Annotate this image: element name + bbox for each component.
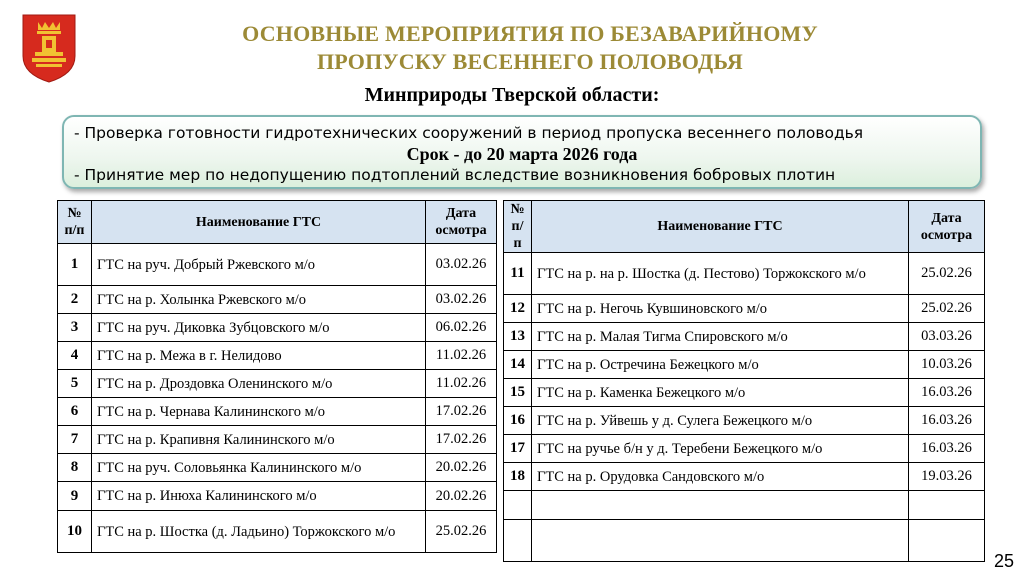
table-row bbox=[58, 398, 497, 426]
row-number: 18 bbox=[504, 463, 532, 491]
table-row bbox=[58, 244, 497, 286]
row-number: 5 bbox=[58, 370, 92, 398]
row-number bbox=[504, 491, 532, 520]
row-name: ГТС на р. Негочь Кувшиновского м/о bbox=[531, 295, 908, 323]
row-name: ГТС на р. Уйвешь у д. Сулега Бежецкого м/о bbox=[531, 407, 908, 435]
row-name: ГТС на р. Инюха Калининского м/о bbox=[91, 482, 425, 511]
row-date: 10.03.26 bbox=[909, 351, 985, 379]
row-number bbox=[504, 520, 532, 562]
header-name: Наименование ГТС bbox=[531, 201, 908, 253]
deadline-text: Срок - до 20 марта 2026 года bbox=[406, 144, 638, 164]
row-number: 1 bbox=[58, 244, 92, 286]
page-number: 25 bbox=[993, 551, 1014, 571]
table-row bbox=[504, 351, 985, 379]
row-number: 7 bbox=[58, 426, 92, 454]
row-date: 17.02.26 bbox=[426, 426, 497, 454]
title-line-1: ОСНОВНЫЕ МЕРОПРИЯТИЯ ПО БЕЗАВАРИЙНОМУ bbox=[242, 21, 818, 46]
header-date: Дата осмотра bbox=[426, 201, 497, 244]
info-line-2: - Принятие мер по недопущению подтоплений вследствие возникновения бобровых плотин bbox=[74, 166, 836, 184]
table-row bbox=[58, 426, 497, 454]
row-date bbox=[909, 520, 985, 562]
row-date: 20.02.26 bbox=[426, 482, 497, 511]
row-number: 10 bbox=[58, 511, 92, 553]
table-row bbox=[504, 520, 985, 562]
row-name: ГТС на руч. Диковка Зубцовского м/о bbox=[91, 314, 425, 342]
row-name: ГТС на руч. Соловьянка Калининского м/о bbox=[91, 454, 425, 482]
row-date: 11.02.26 bbox=[426, 342, 497, 370]
row-date: 19.03.26 bbox=[909, 463, 985, 491]
row-name: ГТС на р. Каменка Бежецкого м/о bbox=[531, 379, 908, 407]
row-name: ГТС на р. Холынка Ржевского м/о bbox=[91, 286, 425, 314]
row-date: 06.02.26 bbox=[426, 314, 497, 342]
row-date: 03.02.26 bbox=[426, 244, 497, 286]
table-row bbox=[58, 511, 497, 553]
title-line-2: ПРОПУСКУ ВЕСЕННЕГО ПОЛОВОДЬЯ bbox=[316, 49, 744, 74]
row-number: 12 bbox=[504, 295, 532, 323]
row-date: 20.02.26 bbox=[426, 454, 497, 482]
coat-of-arms-logo bbox=[20, 12, 78, 84]
row-number: 8 bbox=[58, 454, 92, 482]
table-row bbox=[504, 491, 985, 520]
row-date: 25.02.26 bbox=[426, 511, 497, 553]
table-row bbox=[504, 253, 985, 295]
row-number: 13 bbox=[504, 323, 532, 351]
row-number: 3 bbox=[58, 314, 92, 342]
table-row bbox=[504, 323, 985, 351]
row-date: 16.03.26 bbox=[909, 435, 985, 463]
header-date: Дата осмотра bbox=[909, 201, 985, 253]
table-row bbox=[504, 407, 985, 435]
table-header-row bbox=[504, 201, 985, 253]
row-name: ГТС на р. Шостка (д. Ладьино) Торжокского м/о bbox=[91, 511, 425, 553]
row-name bbox=[531, 520, 908, 562]
row-date: 25.02.26 bbox=[909, 253, 985, 295]
row-date: 16.03.26 bbox=[909, 407, 985, 435]
row-date: 25.02.26 bbox=[909, 295, 985, 323]
table-row bbox=[58, 454, 497, 482]
table-row bbox=[58, 314, 497, 342]
info-box bbox=[62, 115, 982, 189]
row-date: 11.02.26 bbox=[426, 370, 497, 398]
row-date: 17.02.26 bbox=[426, 398, 497, 426]
row-name: ГТС на р. Чернава Калининского м/о bbox=[91, 398, 425, 426]
row-name: ГТС на р. Крапивня Калининского м/о bbox=[91, 426, 425, 454]
table-header-row bbox=[58, 201, 497, 244]
row-name: ГТС на ручье б/н у д. Теребени Бежецкого м/о bbox=[531, 435, 908, 463]
gts-table-right bbox=[503, 200, 985, 562]
row-name: ГТС на р. Дроздовка Оленинского м/о bbox=[91, 370, 425, 398]
header-num: № п/п bbox=[58, 201, 92, 244]
row-number: 16 bbox=[504, 407, 532, 435]
header-name: Наименование ГТС bbox=[91, 201, 425, 244]
row-number: 2 bbox=[58, 286, 92, 314]
row-number: 17 bbox=[504, 435, 532, 463]
table-row bbox=[58, 342, 497, 370]
row-number: 14 bbox=[504, 351, 532, 379]
row-name: ГТС на р. Межа в г. Нелидово bbox=[91, 342, 425, 370]
table-row bbox=[504, 379, 985, 407]
row-name: ГТС на р. Орудовка Сандовского м/о bbox=[531, 463, 908, 491]
table-row bbox=[58, 286, 497, 314]
row-number: 11 bbox=[504, 253, 532, 295]
page-subtitle: Минприроды Тверской области: bbox=[364, 84, 660, 106]
row-date: 16.03.26 bbox=[909, 379, 985, 407]
table-row bbox=[504, 295, 985, 323]
table-row bbox=[58, 370, 497, 398]
table-row bbox=[504, 435, 985, 463]
header-num: № п/п bbox=[504, 201, 532, 253]
row-name bbox=[531, 491, 908, 520]
page-title bbox=[180, 20, 880, 76]
row-number: 6 bbox=[58, 398, 92, 426]
table-row bbox=[504, 463, 985, 491]
row-date bbox=[909, 491, 985, 520]
info-line-1: - Проверка готовности гидротехнических сооружений в период пропуска весеннего половодья bbox=[74, 124, 864, 142]
row-date: 03.02.26 bbox=[426, 286, 497, 314]
row-name: ГТС на р. Малая Тигма Спировского м/о bbox=[531, 323, 908, 351]
row-number: 4 bbox=[58, 342, 92, 370]
row-number: 9 bbox=[58, 482, 92, 511]
row-name: ГТС на р. на р. Шостка (д. Пестово) Торжокского м/о bbox=[531, 253, 908, 295]
row-name: ГТС на руч. Добрый Ржевского м/о bbox=[91, 244, 425, 286]
table-row bbox=[58, 482, 497, 511]
row-name: ГТС на р. Остречина Бежецкого м/о bbox=[531, 351, 908, 379]
row-number: 15 bbox=[504, 379, 532, 407]
row-date: 03.03.26 bbox=[909, 323, 985, 351]
gts-table-left bbox=[57, 200, 497, 553]
